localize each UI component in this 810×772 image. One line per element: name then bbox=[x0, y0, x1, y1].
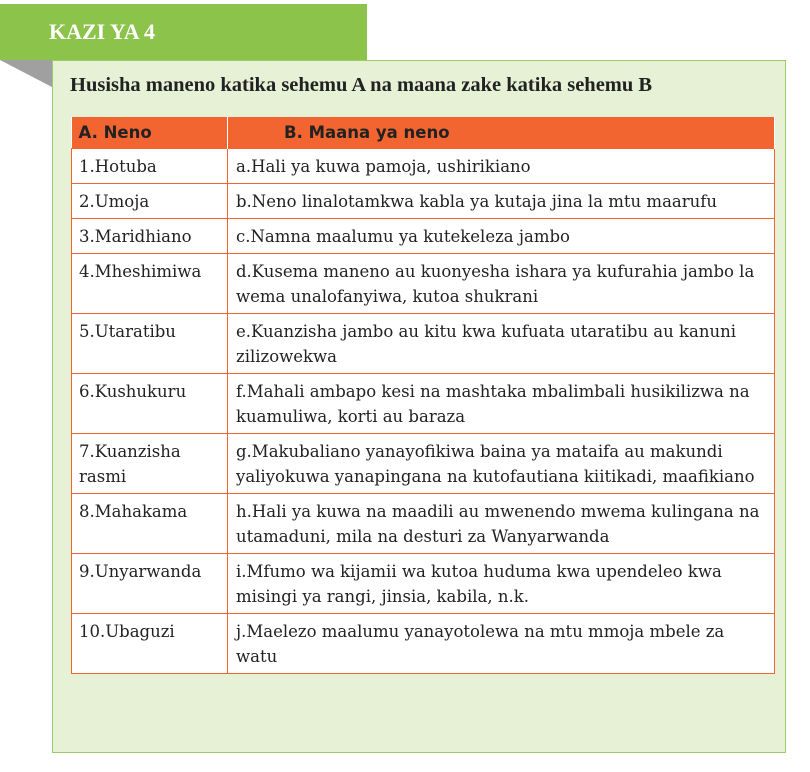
term-cell: 3.Maridhiano bbox=[72, 219, 228, 254]
term-cell: 2.Umoja bbox=[72, 184, 228, 219]
table-row bbox=[72, 434, 775, 494]
table-row bbox=[72, 614, 775, 674]
table-row bbox=[72, 494, 775, 554]
meaning-cell: f.Mahali ambapo kesi na mashtaka mbalimbali husikilizwa na kuamuliwa, korti au baraza bbox=[228, 374, 775, 434]
activity-banner bbox=[0, 4, 367, 60]
meaning-cell: c.Namna maalumu ya kutekeleza jambo bbox=[228, 219, 775, 254]
table-header-row bbox=[72, 117, 775, 149]
term-cell: 5.Utaratibu bbox=[72, 314, 228, 374]
matching-table bbox=[71, 117, 775, 674]
meaning-cell: h.Hali ya kuwa na maadili au mwenendo mwema kulingana na utamaduni, mila na desturi za Wanyarwanda bbox=[228, 494, 775, 554]
meaning-cell: b.Neno linalotamkwa kabla ya kutaja jina la mtu maarufu bbox=[228, 184, 775, 219]
activity-title: KAZI YA 4 bbox=[49, 19, 155, 44]
table-row bbox=[72, 374, 775, 434]
table-row bbox=[72, 554, 775, 614]
meaning-cell: g.Makubaliano yanayofikiwa baina ya mataifa au makundi yaliyokuwa yanapingana na kutofautiana kiitikadi, maafikiano bbox=[228, 434, 775, 494]
term-cell: 9.Unyarwanda bbox=[72, 554, 228, 614]
meaning-cell: d.Kusema maneno au kuonyesha ishara ya kufurahia jambo la wema unalofanyiwa, kutoa shukrani bbox=[228, 254, 775, 314]
column-header-word: A. Neno bbox=[72, 117, 228, 149]
term-cell: 7.Kuanzisha rasmi bbox=[72, 434, 228, 494]
table-row bbox=[72, 184, 775, 219]
meaning-cell: e.Kuanzisha jambo au kitu kwa kufuata utaratibu au kanuni zilizowekwa bbox=[228, 314, 775, 374]
table-row bbox=[72, 149, 775, 184]
meaning-cell: j.Maelezo maalumu yanayotolewa na mtu mmoja mbele za watu bbox=[228, 614, 775, 674]
term-cell: 1.Hotuba bbox=[72, 149, 228, 184]
term-cell: 10.Ubaguzi bbox=[72, 614, 228, 674]
banner-fold-corner bbox=[0, 60, 52, 87]
term-cell: 4.Mheshimiwa bbox=[72, 254, 228, 314]
meaning-cell: i.Mfumo wa kijamii wa kutoa huduma kwa upendeleo kwa misingi ya rangi, jinsia, kabila, n.k. bbox=[228, 554, 775, 614]
table-row bbox=[72, 314, 775, 374]
term-cell: 6.Kushukuru bbox=[72, 374, 228, 434]
table-row bbox=[72, 219, 775, 254]
instruction-heading: Husisha maneno katika sehemu A na maana zake katika sehemu B bbox=[70, 74, 653, 96]
table-row bbox=[72, 254, 775, 314]
meaning-cell: a.Hali ya kuwa pamoja, ushirikiano bbox=[228, 149, 775, 184]
column-header-meaning: B. Maana ya neno bbox=[228, 117, 775, 149]
term-cell: 8.Mahakama bbox=[72, 494, 228, 554]
